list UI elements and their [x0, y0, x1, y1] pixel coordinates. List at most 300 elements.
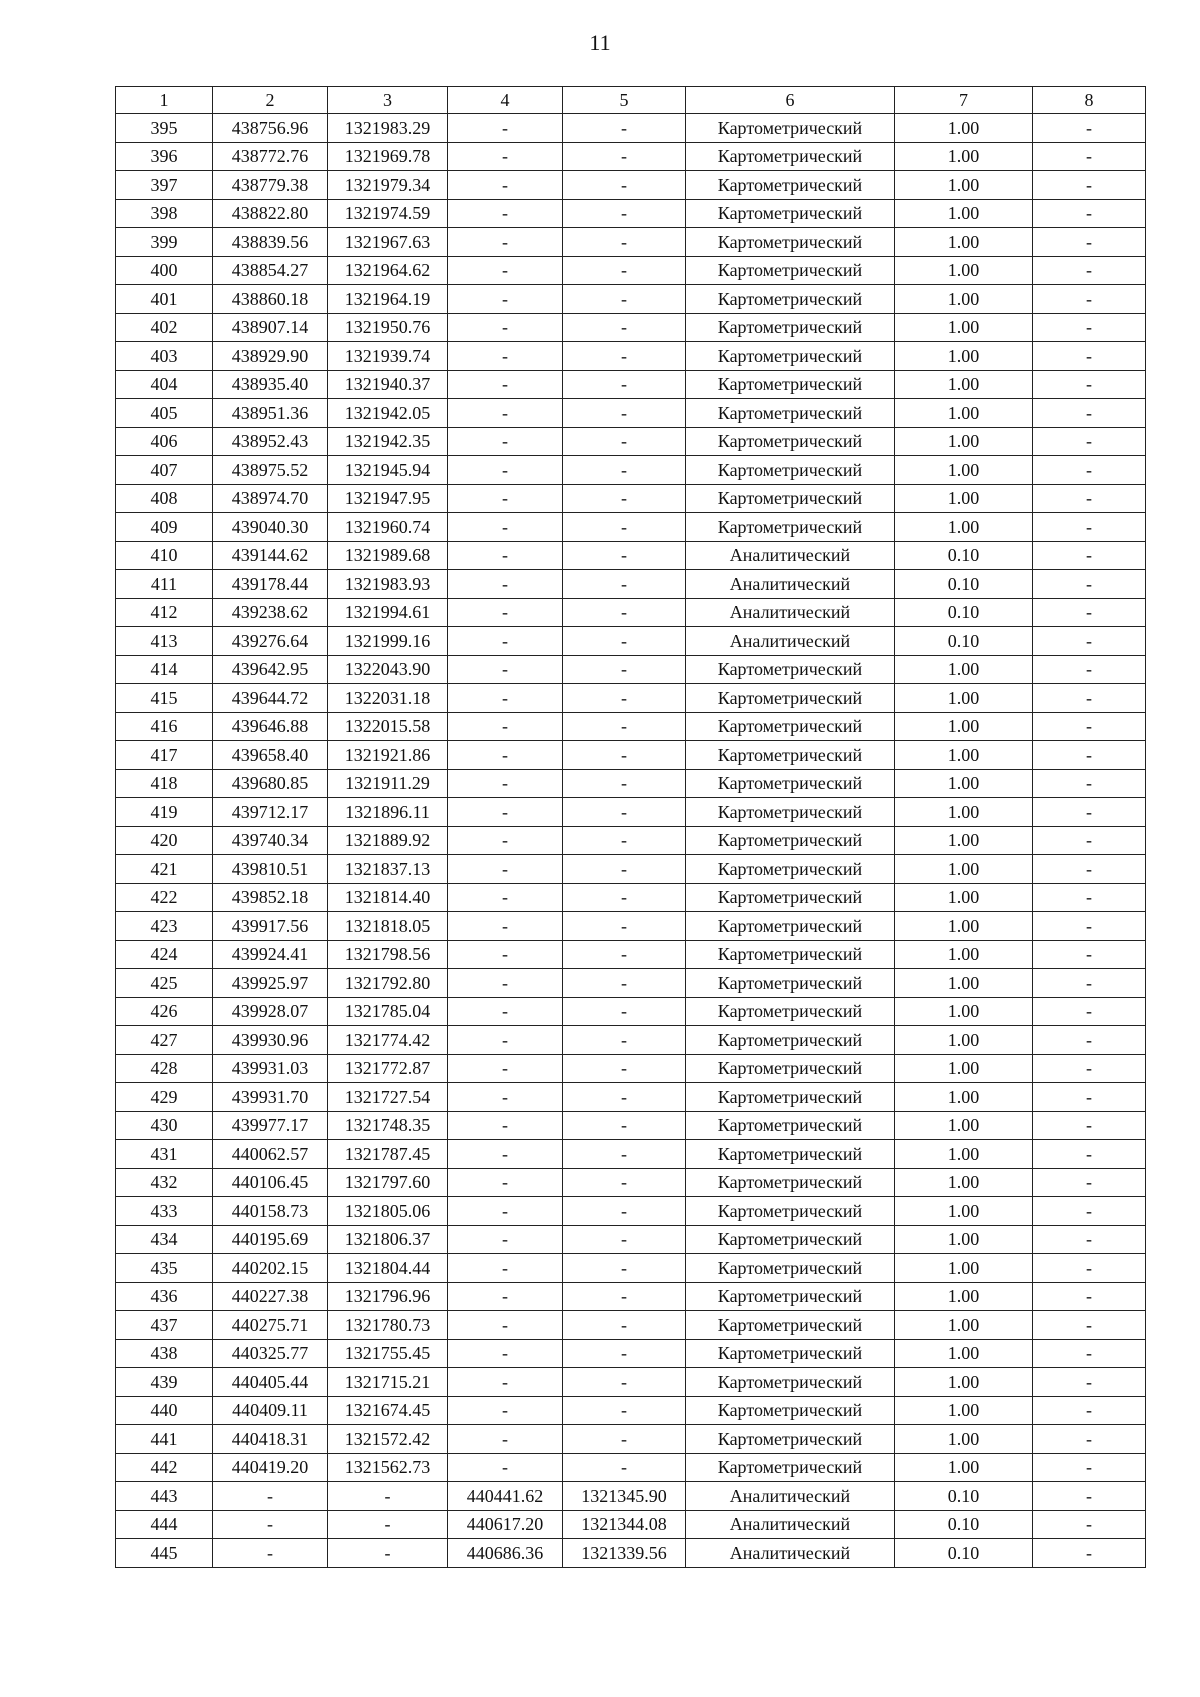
table-cell: 1321562.73	[328, 1453, 448, 1482]
table-cell: 429	[116, 1083, 213, 1112]
table-cell: 439144.62	[213, 541, 328, 570]
table-cell: -	[563, 912, 686, 941]
table-cell: 1.00	[895, 1453, 1033, 1482]
table-cell: -	[1033, 655, 1146, 684]
table-cell: 1.00	[895, 199, 1033, 228]
table-cell: 440202.15	[213, 1254, 328, 1283]
table-cell: 425	[116, 969, 213, 998]
table-cell: -	[448, 798, 563, 827]
table-cell: 1321911.29	[328, 769, 448, 798]
table-cell: Картометрический	[686, 114, 895, 143]
table-cell: 440158.73	[213, 1197, 328, 1226]
table-cell: -	[448, 769, 563, 798]
table-row	[116, 712, 1146, 741]
table-cell: 1321774.42	[328, 1026, 448, 1055]
table-cell: 1.00	[895, 114, 1033, 143]
table-cell: -	[1033, 228, 1146, 257]
table-cell: 442	[116, 1453, 213, 1482]
table-cell: 1322043.90	[328, 655, 448, 684]
table-cell: -	[448, 883, 563, 912]
table-cell: 439178.44	[213, 570, 328, 599]
table-cell: -	[563, 484, 686, 513]
table-row	[116, 142, 1146, 171]
header-row	[116, 87, 1146, 114]
table-cell: 401	[116, 285, 213, 314]
table-cell: 419	[116, 798, 213, 827]
table-cell: 435	[116, 1254, 213, 1283]
table-cell: -	[563, 456, 686, 485]
table-row	[116, 342, 1146, 371]
table-cell: 1322015.58	[328, 712, 448, 741]
table-cell: -	[448, 342, 563, 371]
table-cell: -	[448, 598, 563, 627]
table-cell: -	[563, 427, 686, 456]
table-row	[116, 1539, 1146, 1568]
table-cell: 1321785.04	[328, 997, 448, 1026]
table-cell: -	[448, 142, 563, 171]
table-cell: Картометрический	[686, 1026, 895, 1055]
table-cell: 439925.97	[213, 969, 328, 998]
table-row	[116, 769, 1146, 798]
table-cell: Картометрический	[686, 313, 895, 342]
table-cell: 398	[116, 199, 213, 228]
table-cell: -	[1033, 1453, 1146, 1482]
table-cell: 438779.38	[213, 171, 328, 200]
table-cell: -	[448, 969, 563, 998]
table-cell: Картометрический	[686, 256, 895, 285]
table-cell: 438907.14	[213, 313, 328, 342]
table-cell: 410	[116, 541, 213, 570]
table-cell: -	[563, 1368, 686, 1397]
table-cell: 436	[116, 1282, 213, 1311]
table-cell: 1321780.73	[328, 1311, 448, 1340]
table-cell: -	[1033, 1482, 1146, 1511]
table-cell: 0.10	[895, 1539, 1033, 1568]
table-cell: 438822.80	[213, 199, 328, 228]
table-cell: -	[1033, 1368, 1146, 1397]
table-cell: 402	[116, 313, 213, 342]
table-cell: 438860.18	[213, 285, 328, 314]
table-row	[116, 370, 1146, 399]
table-cell: 434	[116, 1225, 213, 1254]
table-cell: -	[563, 313, 686, 342]
table-cell: 439931.70	[213, 1083, 328, 1112]
table-row	[116, 513, 1146, 542]
table-cell: 1.00	[895, 513, 1033, 542]
table-row	[116, 598, 1146, 627]
table-cell: Аналитический	[686, 627, 895, 656]
table-row	[116, 484, 1146, 513]
table-cell: 440106.45	[213, 1168, 328, 1197]
table-cell: -	[1033, 171, 1146, 200]
table-cell: 1.00	[895, 1111, 1033, 1140]
table-cell: 1321792.80	[328, 969, 448, 998]
table-cell: -	[1033, 826, 1146, 855]
table-cell: -	[448, 285, 563, 314]
table-row	[116, 883, 1146, 912]
table-cell: 439928.07	[213, 997, 328, 1026]
table-cell: 411	[116, 570, 213, 599]
table-cell: -	[448, 256, 563, 285]
table-cell: -	[563, 1254, 686, 1283]
table-row	[116, 1282, 1146, 1311]
table-cell: -	[563, 826, 686, 855]
table-cell: -	[1033, 1282, 1146, 1311]
table-cell: Картометрический	[686, 826, 895, 855]
table-row	[116, 228, 1146, 257]
table-cell: 1.00	[895, 940, 1033, 969]
table-cell: -	[448, 484, 563, 513]
table-cell: -	[1033, 1140, 1146, 1169]
table-cell: -	[448, 1368, 563, 1397]
table-cell: Картометрический	[686, 342, 895, 371]
table-cell: 1.00	[895, 655, 1033, 684]
table-cell: 440325.77	[213, 1339, 328, 1368]
table-cell: -	[1033, 1225, 1146, 1254]
table-cell: -	[563, 798, 686, 827]
table-cell: -	[448, 1453, 563, 1482]
table-cell: -	[448, 1254, 563, 1283]
table-cell: 440418.31	[213, 1425, 328, 1454]
table-cell: 1321999.16	[328, 627, 448, 656]
table-cell: -	[1033, 1339, 1146, 1368]
table-cell: -	[563, 940, 686, 969]
table-cell: 1.00	[895, 1083, 1033, 1112]
table-cell: 1321921.86	[328, 741, 448, 770]
table-cell: -	[448, 826, 563, 855]
table-cell: 439238.62	[213, 598, 328, 627]
table-row	[116, 1225, 1146, 1254]
table-cell: -	[563, 712, 686, 741]
table-cell: -	[1033, 342, 1146, 371]
table-cell: Картометрический	[686, 1339, 895, 1368]
table-cell: -	[213, 1510, 328, 1539]
table-cell: -	[448, 1311, 563, 1340]
page-number: 11	[589, 30, 611, 55]
column-header: 4	[448, 87, 563, 114]
table-cell: 1321837.13	[328, 855, 448, 884]
table-cell: 1321787.45	[328, 1140, 448, 1169]
table-cell: Картометрический	[686, 399, 895, 428]
table-cell: -	[448, 712, 563, 741]
table-cell: Картометрический	[686, 456, 895, 485]
table-cell: Картометрический	[686, 1254, 895, 1283]
table-cell: Картометрический	[686, 940, 895, 969]
table-cell: 1321942.05	[328, 399, 448, 428]
table-cell: 406	[116, 427, 213, 456]
column-header: 1	[116, 87, 213, 114]
table-cell: 1321994.61	[328, 598, 448, 627]
table-cell: -	[563, 1282, 686, 1311]
table-cell: -	[1033, 969, 1146, 998]
table-cell: 1321814.40	[328, 883, 448, 912]
table-cell: 433	[116, 1197, 213, 1226]
table-cell: -	[563, 1140, 686, 1169]
table-cell: -	[563, 570, 686, 599]
table-cell: 1321969.78	[328, 142, 448, 171]
table-cell: 1321804.44	[328, 1254, 448, 1283]
table-cell: -	[563, 969, 686, 998]
table-cell: 443	[116, 1482, 213, 1511]
table-cell: 440062.57	[213, 1140, 328, 1169]
table-cell: Картометрический	[686, 142, 895, 171]
table-cell: -	[448, 171, 563, 200]
table-cell: 1.00	[895, 1026, 1033, 1055]
table-cell: -	[448, 427, 563, 456]
table-cell: -	[1033, 769, 1146, 798]
table-row	[116, 855, 1146, 884]
table-cell: -	[563, 1396, 686, 1425]
table-cell: -	[1033, 912, 1146, 941]
table-cell: -	[1033, 1425, 1146, 1454]
table-cell: -	[448, 1054, 563, 1083]
table-cell: -	[448, 1339, 563, 1368]
table-cell: 1321674.45	[328, 1396, 448, 1425]
table-cell: -	[1033, 940, 1146, 969]
table-cell: -	[448, 1396, 563, 1425]
table-cell: 439	[116, 1368, 213, 1397]
table-row	[116, 1368, 1146, 1397]
table-cell: Картометрический	[686, 228, 895, 257]
table-cell: 1321974.59	[328, 199, 448, 228]
table-cell: -	[448, 1140, 563, 1169]
table-cell: 439646.88	[213, 712, 328, 741]
table-cell: 0.10	[895, 627, 1033, 656]
table-cell: 1321798.56	[328, 940, 448, 969]
table-cell: 1.00	[895, 342, 1033, 371]
table-cell: 438839.56	[213, 228, 328, 257]
table-cell: -	[563, 627, 686, 656]
table-cell: 1321942.35	[328, 427, 448, 456]
table-cell: 1321345.90	[563, 1482, 686, 1511]
table-row	[116, 1026, 1146, 1055]
table-cell: 439276.64	[213, 627, 328, 656]
table-row	[116, 1254, 1146, 1283]
table-cell: Картометрический	[686, 883, 895, 912]
table-cell: 1.00	[895, 1396, 1033, 1425]
table-cell: 1.00	[895, 1197, 1033, 1226]
table-row	[116, 969, 1146, 998]
table-cell: 438951.36	[213, 399, 328, 428]
table-cell: 431	[116, 1140, 213, 1169]
table-cell: 1.00	[895, 1282, 1033, 1311]
table-cell: -	[563, 684, 686, 713]
table-cell: 440405.44	[213, 1368, 328, 1397]
table-cell: -	[1033, 1197, 1146, 1226]
table-row	[116, 1510, 1146, 1539]
table-cell: -	[563, 114, 686, 143]
column-header: 5	[563, 87, 686, 114]
table-cell: -	[448, 997, 563, 1026]
table-cell: 439658.40	[213, 741, 328, 770]
table-cell: 428	[116, 1054, 213, 1083]
table-cell: 409	[116, 513, 213, 542]
table-cell: 439924.41	[213, 940, 328, 969]
table-cell: 1.00	[895, 883, 1033, 912]
table-cell: -	[1033, 427, 1146, 456]
table-cell: Картометрический	[686, 1168, 895, 1197]
table-cell: -	[1033, 256, 1146, 285]
table-cell: 1321983.29	[328, 114, 448, 143]
table-row	[116, 114, 1146, 143]
table-cell: -	[1033, 399, 1146, 428]
table-cell: Картометрический	[686, 912, 895, 941]
table-cell: Картометрический	[686, 513, 895, 542]
coordinates-table	[115, 86, 1146, 1568]
table-cell: -	[1033, 684, 1146, 713]
table-row	[116, 798, 1146, 827]
table-cell: 1321983.93	[328, 570, 448, 599]
table-cell: -	[563, 285, 686, 314]
table-cell: Картометрический	[686, 199, 895, 228]
table-cell: 444	[116, 1510, 213, 1539]
table-cell: -	[448, 570, 563, 599]
table-row	[116, 1054, 1146, 1083]
table-cell: 438935.40	[213, 370, 328, 399]
table-cell: 439930.96	[213, 1026, 328, 1055]
table-cell: 0.10	[895, 541, 1033, 570]
table-cell: 1321755.45	[328, 1339, 448, 1368]
table-cell: Картометрический	[686, 1368, 895, 1397]
table-cell: 1.00	[895, 256, 1033, 285]
table-row	[116, 256, 1146, 285]
table-cell: 440441.62	[448, 1482, 563, 1511]
table-row	[116, 399, 1146, 428]
table-cell: 438974.70	[213, 484, 328, 513]
table-cell: -	[1033, 855, 1146, 884]
table-cell: 418	[116, 769, 213, 798]
table-cell: -	[448, 627, 563, 656]
table-cell: 439977.17	[213, 1111, 328, 1140]
table-cell: 438975.52	[213, 456, 328, 485]
table-row	[116, 684, 1146, 713]
table-cell: 422	[116, 883, 213, 912]
table-cell: -	[448, 1225, 563, 1254]
table-cell: -	[1033, 598, 1146, 627]
table-row	[116, 1339, 1146, 1368]
table-cell: -	[1033, 541, 1146, 570]
table-cell: -	[563, 171, 686, 200]
table-cell: 1321805.06	[328, 1197, 448, 1226]
table-cell: -	[563, 1339, 686, 1368]
table-cell: -	[1033, 1396, 1146, 1425]
table-cell: -	[563, 997, 686, 1026]
table-cell: -	[448, 940, 563, 969]
table-cell: 1321960.74	[328, 513, 448, 542]
table-cell: Аналитический	[686, 1510, 895, 1539]
table-cell: Картометрический	[686, 1425, 895, 1454]
table-cell: 1.00	[895, 712, 1033, 741]
table-row	[116, 1197, 1146, 1226]
table-body	[116, 114, 1146, 1568]
table-row	[116, 997, 1146, 1026]
table-cell: 399	[116, 228, 213, 257]
table-cell: 1.00	[895, 855, 1033, 884]
table-cell: 440419.20	[213, 1453, 328, 1482]
table-cell: 445	[116, 1539, 213, 1568]
table-cell: -	[563, 1054, 686, 1083]
table-cell: -	[563, 1197, 686, 1226]
table-cell: -	[448, 456, 563, 485]
table-cell: 404	[116, 370, 213, 399]
table-cell: 412	[116, 598, 213, 627]
table-cell: 1.00	[895, 313, 1033, 342]
table-row	[116, 199, 1146, 228]
table-cell: -	[1033, 883, 1146, 912]
table-cell: 440275.71	[213, 1311, 328, 1340]
table-cell: -	[563, 1083, 686, 1112]
table-cell: Картометрический	[686, 798, 895, 827]
table-cell: 1.00	[895, 684, 1033, 713]
table-cell: 405	[116, 399, 213, 428]
table-row	[116, 285, 1146, 314]
table-cell: -	[563, 228, 686, 257]
table-cell: -	[1033, 1510, 1146, 1539]
table-cell: 1321979.34	[328, 171, 448, 200]
table-cell: -	[448, 855, 563, 884]
table-cell: 1.00	[895, 171, 1033, 200]
table-cell: -	[563, 370, 686, 399]
table-cell: -	[1033, 199, 1146, 228]
table-cell: Картометрический	[686, 171, 895, 200]
table-cell: -	[1033, 142, 1146, 171]
table-cell: 413	[116, 627, 213, 656]
table-row	[116, 655, 1146, 684]
table-cell: 1.00	[895, 427, 1033, 456]
table-cell: -	[448, 313, 563, 342]
table-cell: Аналитический	[686, 1539, 895, 1568]
table-cell: -	[1033, 114, 1146, 143]
table-cell: 438929.90	[213, 342, 328, 371]
table-cell: -	[563, 399, 686, 428]
table-cell: 439680.85	[213, 769, 328, 798]
column-header: 8	[1033, 87, 1146, 114]
table-cell: 1.00	[895, 912, 1033, 941]
table-cell: 438854.27	[213, 256, 328, 285]
table-cell: 1321939.74	[328, 342, 448, 371]
table-cell: -	[563, 142, 686, 171]
table-cell: 1.00	[895, 1425, 1033, 1454]
table-cell: 1.00	[895, 798, 1033, 827]
table-row	[116, 1083, 1146, 1112]
table-cell: -	[448, 1083, 563, 1112]
table-cell: Картометрический	[686, 741, 895, 770]
table-cell: -	[563, 1168, 686, 1197]
table-row	[116, 741, 1146, 770]
table-cell: 1321989.68	[328, 541, 448, 570]
table-cell: -	[448, 399, 563, 428]
table-cell: -	[328, 1482, 448, 1511]
table-cell: -	[563, 256, 686, 285]
table-cell: 415	[116, 684, 213, 713]
table-cell: -	[1033, 1111, 1146, 1140]
table-cell: 423	[116, 912, 213, 941]
table-cell: -	[563, 342, 686, 371]
table-cell: -	[563, 199, 686, 228]
table-cell: -	[563, 883, 686, 912]
table-cell: -	[1033, 456, 1146, 485]
column-header: 3	[328, 87, 448, 114]
table-cell: Картометрический	[686, 427, 895, 456]
table-cell: Картометрический	[686, 1197, 895, 1226]
table-cell: Картометрический	[686, 285, 895, 314]
table-cell: 1.00	[895, 285, 1033, 314]
table-cell: 1.00	[895, 769, 1033, 798]
table-cell: Картометрический	[686, 1111, 895, 1140]
table-cell: Картометрический	[686, 1225, 895, 1254]
table-cell: 1321950.76	[328, 313, 448, 342]
table-cell: 440227.38	[213, 1282, 328, 1311]
